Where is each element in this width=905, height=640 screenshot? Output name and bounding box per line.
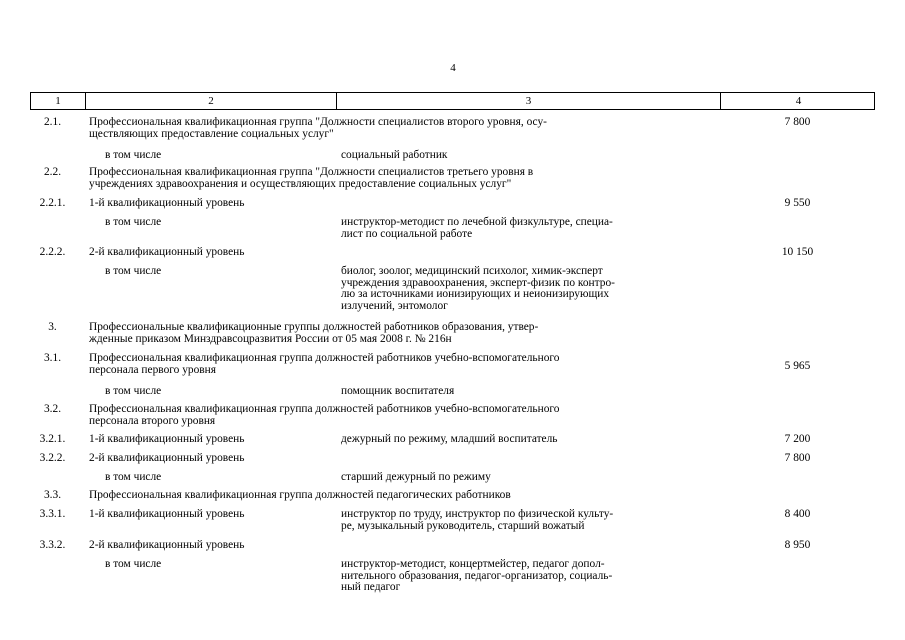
- row-title: Профессиональная квалификационная группа "Должности специалистов третьего уровня в учреждениях здравоохранения и осуществляющих предоставление социальных услуг": [89, 166, 534, 190]
- row-title: 1-й квалификационный уровень: [89, 433, 245, 445]
- header-col-3: 3: [525, 95, 532, 107]
- row-subtitle: в том числе: [105, 558, 162, 570]
- header-col-2: 2: [208, 95, 214, 107]
- row-title: 2-й квалификационный уровень: [89, 452, 245, 464]
- row-positions: помощник воспитателя: [341, 385, 455, 397]
- row-salary-value: 7 800: [784, 116, 811, 128]
- header-col-4: 4: [795, 95, 802, 107]
- row-positions: социальный работник: [341, 149, 448, 161]
- row-subtitle: в том числе: [105, 149, 162, 161]
- row-title: 1-й квалификационный уровень: [89, 508, 245, 520]
- row-number: 3.2.: [43, 403, 62, 415]
- row-number: 3.3.1.: [39, 508, 66, 520]
- row-salary-value: 7 200: [784, 433, 811, 445]
- row-positions: инструктор-методист, концертмейстер, педагог допол- нительного образования, педагог-организатор, социаль- ный педагог: [341, 558, 613, 593]
- row-number: 3.3.: [43, 489, 62, 501]
- row-number: 3.3.2.: [39, 539, 66, 551]
- row-number: 3.: [48, 321, 57, 333]
- row-positions: дежурный по режиму, младший воспитатель: [341, 433, 558, 445]
- row-salary-value: 7 800: [784, 452, 811, 464]
- table-header: [30, 92, 875, 110]
- row-positions: биолог, зоолог, медицинский психолог, химик-эксперт учреждения здравоохранения, эксперт-физик по контро- лю за источниками ионизирующих и неионизирующих излучений, энтомолог: [341, 265, 615, 312]
- row-subtitle: в том числе: [105, 471, 162, 483]
- row-salary-value: 8 950: [784, 539, 811, 551]
- row-positions: инструктор по труду, инструктор по физической культу- ре, музыкальный руководитель, старший вожатый: [341, 508, 614, 532]
- row-title: 2-й квалификационный уровень: [89, 246, 245, 258]
- row-positions: инструктор-методист по лечебной физкультуре, специа- лист по социальной работе: [341, 216, 613, 240]
- row-title: Профессиональная квалификационная группа должностей работников учебно-вспомогательного персонала первого уровня: [89, 352, 560, 376]
- header-col-1: 1: [55, 95, 61, 107]
- page-number: 4: [450, 62, 456, 74]
- row-title: Профессиональная квалификационная группа должностей педагогических работников: [89, 489, 511, 501]
- row-title: 2-й квалификационный уровень: [89, 539, 245, 551]
- row-number: 2.2.: [43, 166, 62, 178]
- row-subtitle: в том числе: [105, 385, 162, 397]
- row-salary-value: 8 400: [784, 508, 811, 520]
- row-subtitle: в том числе: [105, 216, 162, 228]
- row-number: 2.2.1.: [39, 197, 66, 209]
- row-title: Профессиональная квалификационная группа "Должности специалистов второго уровня, осу- ществляющих предоставление социальных услуг": [89, 116, 547, 140]
- row-number: 3.2.2.: [39, 452, 66, 464]
- row-title: 1-й квалификационный уровень: [89, 197, 245, 209]
- row-salary-value: 9 550: [784, 197, 811, 209]
- row-number: 2.1.: [43, 116, 62, 128]
- row-title: Профессиональная квалификационная группа должностей работников учебно-вспомогательного персонала второго уровня: [89, 403, 560, 427]
- row-number: 3.2.1.: [39, 433, 66, 445]
- row-salary-value: 5 965: [784, 360, 811, 372]
- row-number: 3.1.: [43, 352, 62, 364]
- row-subtitle: в том числе: [105, 265, 162, 277]
- row-salary-value: 10 150: [781, 246, 814, 258]
- row-title: Профессиональные квалификационные группы должностей работников образования, утвер- жденные приказом Минздравсоцразвития России от 05 мая 2008 г. № 216н: [89, 321, 539, 345]
- row-number: 2.2.2.: [39, 246, 66, 258]
- row-positions: старший дежурный по режиму: [341, 471, 491, 483]
